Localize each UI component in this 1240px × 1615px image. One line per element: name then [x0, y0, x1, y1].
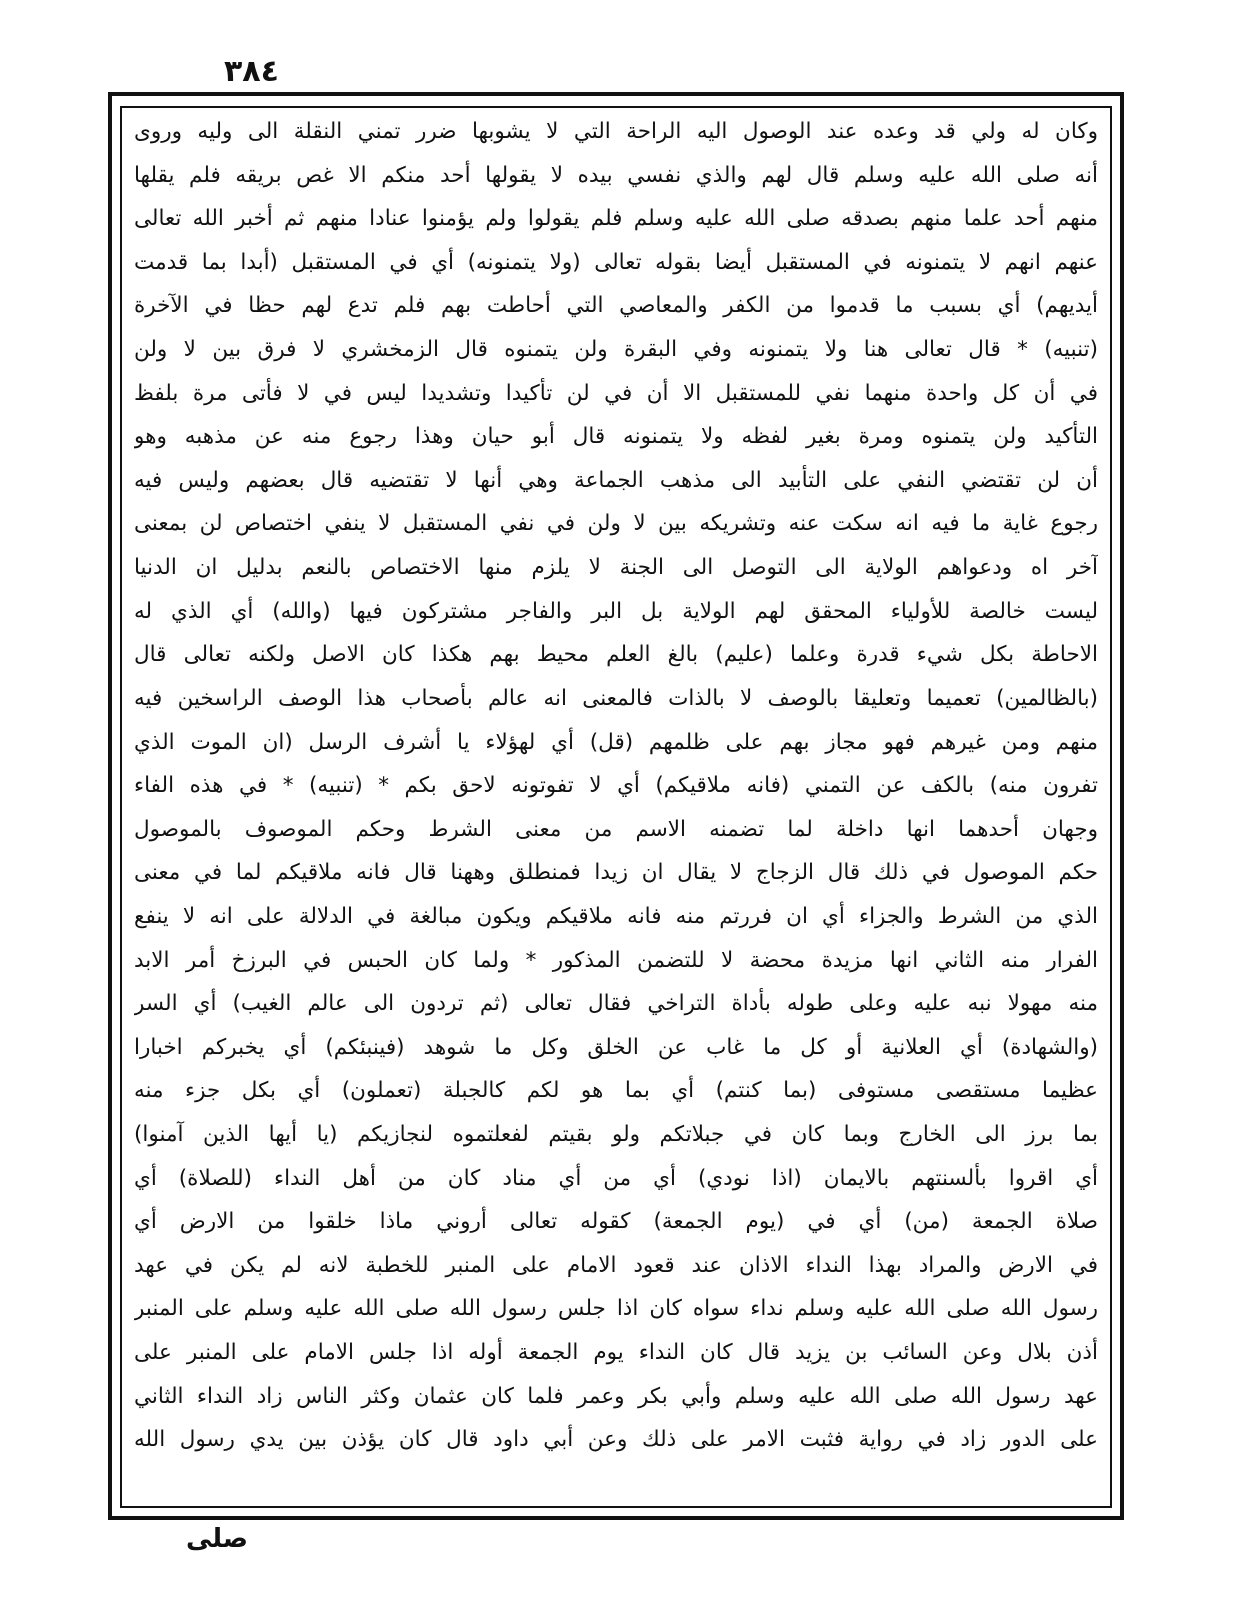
- page-number: ٣٨٤: [224, 54, 279, 89]
- text-line: (والشهادة) أي العلانية أو كل ما غاب عن الخلق وكل ما شوهد (فينبئكم) أي يخبركم اخبارا: [134, 1034, 1098, 1060]
- text-line: عهد رسول الله صلى الله عليه وسلم وأبي بكر وعمر فلما كان عثمان وكثر الناس زاد النداء الثاني: [134, 1383, 1098, 1409]
- text-line: وكان له ولي قد وعده عند الوصول اليه الراحة التي لا يشوبها ضرر تمني النقلة الى وليه وروى: [134, 119, 1098, 144]
- text-line: رجوع غاية ما فيه انه سكت عنه وتشريكه بين لا ولن في نفي المستقبل لا ينفي اختصاص لن بمعنى: [134, 511, 1098, 537]
- text-line: [134, 1466, 1098, 1502]
- text-line: صلاة الجمعة (من) أي في (يوم الجمعة) كقوله تعالى أروني ماذا خلقوا من الارض أي: [134, 1209, 1098, 1235]
- text-line: الفرار منه الثاني انها مزيدة محضة لا للتضمن المذكور * ولما كان الحبس في البرزخ أمر الابد: [134, 947, 1098, 973]
- text-line: منهم ومن غيرهم فهو مجاز بهم على ظلمهم (قل) أي لهؤلاء يا أشرف الرسل (ان الموت الذي: [134, 729, 1098, 755]
- text-line: حكم الموصول في ذلك قال الزجاج لا يقال ان زيدا فمنطلق وههنا قال فانه ملاقيكم لما في معنى: [134, 860, 1098, 886]
- text-line: عظيما مستقصى مستوفى (بما كنتم) أي بما هو لكم كالجبلة (تعملون) أي بكل جزء منه: [134, 1078, 1098, 1104]
- text-line: التأكيد ولن يتمنوه ومرة بغير لفظه ولا يتمنونه قال أبو حيان وهذا رجوع منه عن مذهبه وهو: [134, 424, 1098, 450]
- text-line: الذي من الشرط والجزاء أي ان فررتم منه فانه ملاقيكم ويكون مبالغة في الدلالة على انه لا ينفع: [134, 903, 1098, 929]
- text-line: وجهان أحدهما انها داخلة لما تضمنه الاسم من معنى الشرط وحكم الموصوف بالموصول: [134, 816, 1098, 842]
- text-line: منه مهولا نبه عليه وعلى طوله بأداة التراخي فقال تعالى (ثم تردون الى عالم الغيب) أي السر: [134, 991, 1098, 1017]
- text-line: عنهم انهم لا يتمنونه في المستقبل أيضا بقوله تعالى (ولا يتمنونه) أي في المستقبل (أبدا بما قدمت: [134, 249, 1098, 275]
- text-line: على الدور زاد في رواية فثبت الامر على ذلك وعن أبي داود قال كان يؤذن بين يدي رسول الله: [134, 1427, 1098, 1453]
- text-line: تفرون منه) بالكف عن التمني (فانه ملاقيكم) أي لا تفوتونه لاحق بكم * (تنبيه) * في هذه الفاء: [134, 773, 1098, 799]
- main-text: [134, 114, 1098, 1502]
- text-line: في أن كل واحدة منهما نفي للمستقبل الا أن في لن تأكيدا وتشديدا ليس في لا فأتى مرة بلفظ: [134, 380, 1098, 406]
- text-line: في الارض والمراد بهذا النداء الاذان عند قعود الامام على المنبر للخطبة لانه لم يكن في عهد: [134, 1252, 1098, 1278]
- text-line: أي اقروا بألسنتهم بالايمان (اذا نودي) أي من أي مناد كان من أهل النداء (للصلاة) أي: [134, 1165, 1098, 1191]
- text-line: بما برز الى الخارج وبما كان في جبلاتكم ولو بقيتم لفعلتموه لنجازيكم (يا أيها الذين آمنوا): [134, 1122, 1098, 1148]
- text-line: أن لن تقتضي النفي على التأبيد الى مذهب الجماعة وهي أنها لا تقتضيه قال بعضهم وليس فيه: [134, 467, 1098, 493]
- text-line: رسول الله صلى الله عليه وسلم نداء سواه كان اذا جلس رسول الله صلى الله عليه وسلم على المنبر: [134, 1296, 1098, 1322]
- text-line: ليست خالصة للأولياء المحقق لهم الولاية بل البر والفاجر مشتركون فيها (والله) أي الذي له: [134, 598, 1098, 624]
- catchword: صلى: [186, 1524, 249, 1554]
- text-line: (بالظالمين) تعميما وتعليقا بالوصف لا بالذات فالمعنى انه عالم بأصحاب هذا الوصف الراسخين فيه: [134, 685, 1098, 711]
- text-line: أذن بلال وعن السائب بن يزيد قال كان النداء يوم الجمعة أوله اذا جلس الامام على المنبر على: [134, 1340, 1098, 1366]
- text-line: منهم أحد علما منهم بصدقه صلى الله عليه وسلم فلم يقولوا ولم يؤمنوا عنادا منهم ثم أخبر الله تعالى: [134, 206, 1098, 232]
- text-line: (تنبيه) * قال تعالى هنا ولا يتمنونه وفي البقرة ولن يتمنوه قال الزمخشري لا فرق بين لا ولن: [134, 337, 1098, 363]
- text-line: أيديهم) أي بسبب ما قدموا من الكفر والمعاصي التي أحاطت بهم فلم تدع لهم حظا في الآخرة: [134, 293, 1098, 319]
- text-line: الاحاطة بكل شيء قدرة وعلما (عليم) بالغ العلم محيط بهم هكذا كان الاصل ولكنه تعالى قال: [134, 642, 1098, 668]
- text-line: آخر اه ودعواهم الولاية الى التوصل الى الجنة لا يلزم منها الاختصاص بالنعم بدليل ان الدنيا: [134, 555, 1098, 581]
- text-line: أنه صلى الله عليه وسلم قال لهم والذي نفسي بيده لا يقولها أحد منكم الا غص بريقه فلم يقلها: [134, 162, 1098, 188]
